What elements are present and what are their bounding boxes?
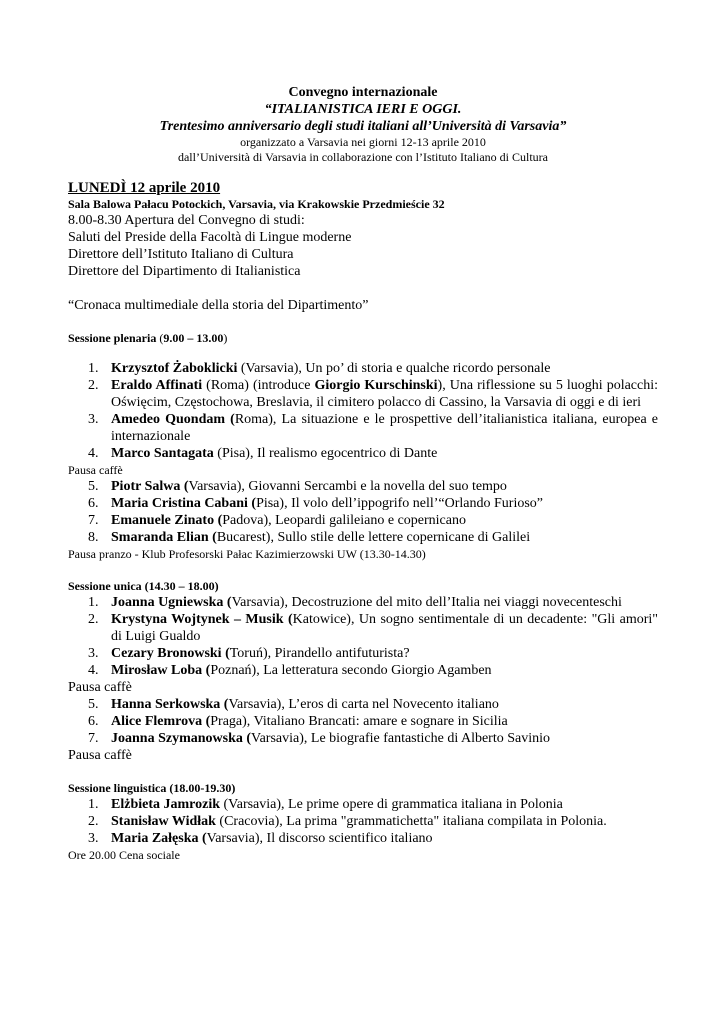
plenaria-list-b [68, 478, 658, 546]
list-item: 7. Joanna Szymanowska (Varsavia), Le biografie fantastiche di Alberto Savinio [88, 731, 550, 746]
list-item: 1. Krzysztof Żaboklicki (Varsavia), Un po’ di storia e qualche ricordo personale [88, 361, 551, 376]
list-item: 4. Mirosław Loba (Poznań), La letteratura secondo Giorgio Agamben [88, 663, 492, 678]
collaboration-line: dall’Università di Varsavia in collaborazione con l’Istituto Italiano di Cultura [177, 150, 548, 164]
list-item: 7. Emanuele Zinato (Padova), Leopardi galileiano e copernicano [88, 513, 466, 528]
list-item: 5. Piotr Salwa (Varsavia), Giovanni Sercambi e la novella del suo tempo [88, 479, 507, 494]
unica-list-a [68, 594, 658, 679]
list-item: 2. Krystyna Wojtynek – Musik (Katowice), Un sogno sentimentale di un decadente: "Gli amori" di Luigi Gualdo [88, 612, 658, 644]
cronaca-line: “Cronaca multimediale della storia del Dipartimento” [68, 298, 369, 313]
conference-subtitle: Trentesimo anniversario degli studi italiani all’Università di Varsavia” [159, 119, 567, 134]
conference-type: Convegno internazionale [288, 85, 438, 100]
list-item: 6. Maria Cristina Cabani (Pisa), Il volo dell’ippogrifo nell’“Orlando Furioso” [88, 496, 544, 511]
coffee-break: Pausa caffè [68, 463, 123, 477]
document-page [68, 84, 658, 863]
greeting-line: Direttore del Dipartimento di Italianistica [68, 264, 301, 279]
session-unica-title: Sessione unica (14.30 – 18.00) [68, 579, 219, 593]
social-dinner: Ore 20.00 Cena sociale [68, 848, 180, 862]
header [68, 84, 658, 165]
greeting-line: Direttore dell’Istituto Italiano di Cultura [68, 247, 294, 262]
list-item: 3. Maria Załęska (Varsavia), Il discorso scientifico italiano [88, 831, 433, 846]
list-item: 3. Cezary Bronowski (Toruń), Pirandello antifuturista? [88, 646, 410, 661]
list-item: 8. Smaranda Elian (Bucarest), Sullo stile delle lettere copernicane di Galilei [88, 530, 531, 545]
list-item: 2. Eraldo Affinati (Roma) (introduce Giorgio Kurschinski), Una riflessione su 5 luoghi polacchi: Oświęcim, Częstochowa, Breslavia, il cimitero polacco di Cassino, la Varsavia di oggi e di ieri [88, 378, 658, 410]
list-item: 5. Hanna Serkowska (Varsavia), L’eros di carta nel Novecento italiano [88, 697, 499, 712]
conference-title: “ITALIANISTICA IERI E OGGI. [264, 102, 462, 117]
lunch-break: Pausa pranzo - Klub Profesorski Pałac Kazimierzowski UW (13.30-14.30) [68, 547, 426, 561]
list-item: 6. Alice Flemrova (Praga), Vitaliano Brancati: amare e sognare in Sicilia [88, 714, 508, 729]
unica-list-b [68, 696, 658, 747]
greeting-line: Saluti del Preside della Facoltà di Lingue moderne [68, 230, 352, 245]
coffee-break: Pausa caffè [68, 748, 132, 763]
list-item: 2. Stanisław Widłak (Cracovia), La prima "grammatichetta" italiana compilata in Polonia. [88, 814, 607, 829]
venue: Sala Balowa Pałacu Potockich, Varsavia, via Krakowskie Przedmieście 32 [68, 197, 445, 211]
coffee-break: Pausa caffè [68, 680, 132, 695]
session-linguistica-title: Sessione linguistica (18.00-19.30) [68, 781, 236, 795]
list-item: 1. Joanna Ugniewska (Varsavia), Decostruzione del mito dell’Italia nei viaggi novecenteschi [88, 595, 622, 610]
linguistica-list [68, 796, 658, 847]
organized-line: organizzato a Varsavia nei giorni 12-13 aprile 2010 [240, 135, 486, 149]
list-item: 1. Elżbieta Jamrozik (Varsavia), Le prime opere di grammatica italiana in Polonia [88, 797, 563, 812]
day-title: LUNEDÌ 12 aprile 2010 [68, 180, 221, 196]
session-plenaria-title: Sessione plenaria (9.00 – 13.00) [68, 331, 228, 345]
plenaria-list-a [68, 360, 658, 462]
list-item: 4. Marco Santagata (Pisa), Il realismo egocentrico di Dante [88, 446, 438, 461]
list-item: 3. Amedeo Quondam (Roma), La situazione e le prospettive dell’italianistica italiana, europea e internazionale [88, 412, 658, 444]
opening-line: 8.00-8.30 Apertura del Convegno di studi: [68, 213, 305, 228]
